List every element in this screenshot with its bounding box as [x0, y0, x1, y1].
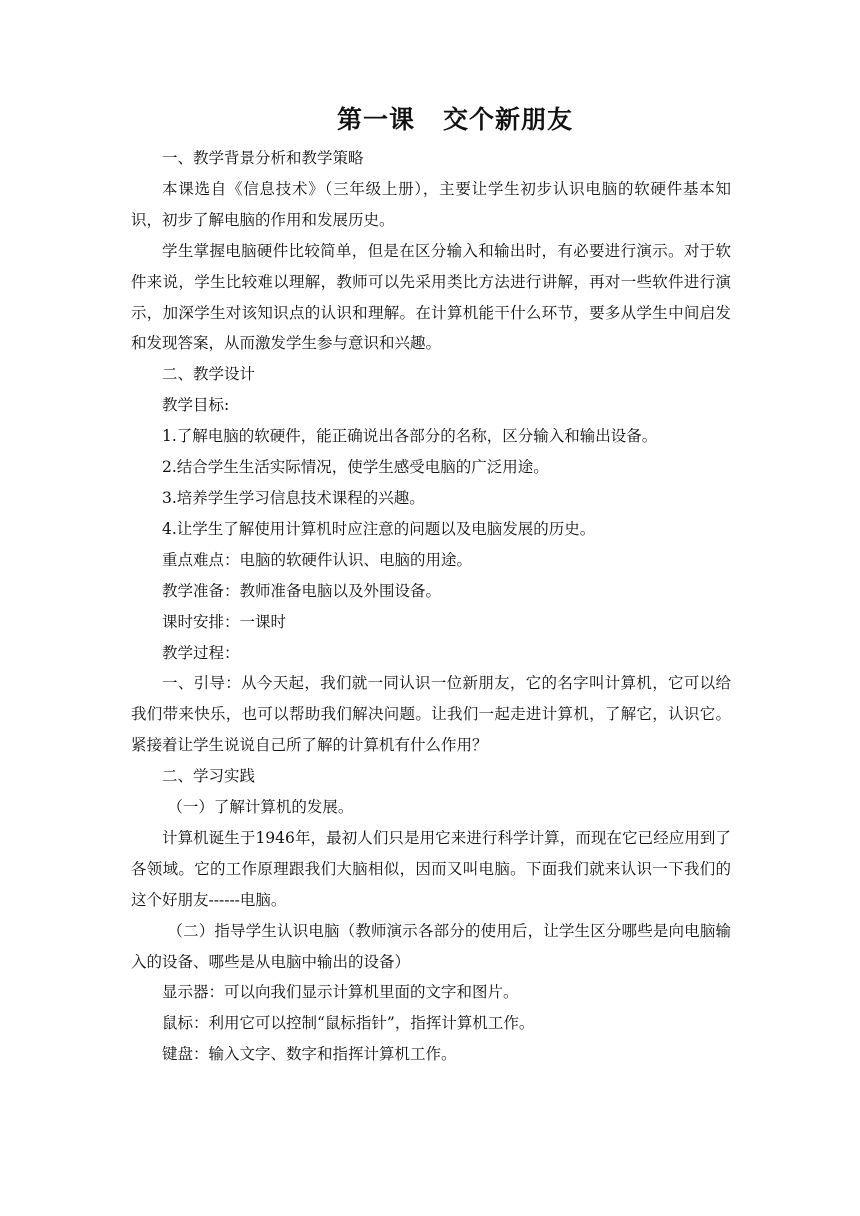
subsection-heading-2: （二）指导学生认识电脑（教师演示各部分的使用后，让学生区分哪些是向电脑输入的设备、哪些是从电脑中输出的设备） — [131, 921, 731, 971]
paragraph-teaching-strategy: 学生掌握电脑硬件比较简单，但是在区分输入和输出时，有必要进行演示。对于软件来说，学生比较难以理解，教师可以先采用类比方法进行讲解，再对一些软件进行演示，加深学生对该知识点的认识和理解。在计算机能干什么环节，要多从学生中间启发和发现答案，从而激发学生参与意识和兴趣。 — [131, 241, 731, 353]
item-mouse: 鼠标：利用它可以控制“鼠标指针”，指挥计算机工作。 — [162, 1014, 535, 1033]
lesson-title — [0, 102, 860, 138]
class-schedule: 课时安排：一课时 — [162, 612, 287, 631]
paragraph-course-source: 本课选自《信息技术》（三年级上册），主要让学生初步认识电脑的软硬件基本知识，初步了解电脑的作用和发展历史。 — [131, 179, 731, 229]
label-objectives: 教学目标: — [162, 396, 230, 415]
objective-item-4: 4.让学生了解使用计算机时应注意的问题以及电脑发展的历史。 — [162, 519, 596, 538]
section-heading-practice: 二、学习实践 — [162, 767, 256, 786]
paragraph-computer-history: 计算机诞生于1946年，最初人们只是用它来进行科学计算，而现在它已经应用到了各领域。它的工作原理跟我们大脑相似，因而又叫电脑。下面我们就来认识一下我们的这个好朋友------电脑。 — [131, 828, 731, 909]
objective-item-1: 1.了解电脑的软硬件，能正确说出各部分的名称，区分输入和输出设备。 — [162, 427, 658, 446]
subsection-heading-1: （一）了解计算机的发展。 — [167, 798, 354, 817]
teaching-preparation: 教学准备：教师准备电脑以及外围设备。 — [162, 581, 442, 600]
lesson-number: 第一课 — [336, 105, 415, 134]
section-heading-background: 一、教学背景分析和教学策略 — [162, 149, 364, 167]
item-monitor: 显示器：可以向我们显示计算机里面的文字和图片。 — [162, 983, 519, 1002]
item-keyboard: 键盘：输入文字、数字和指挥计算机工作。 — [162, 1045, 457, 1064]
key-points: 重点难点：电脑的软硬件认识、电脑的用途。 — [162, 550, 473, 569]
lesson-name: 交个新朋友 — [443, 105, 574, 134]
section-heading-design: 二、教学设计 — [162, 365, 256, 384]
document-body — [131, 143, 731, 1070]
paragraph-introduction: 一、引导：从今天起，我们就一同认识一位新朋友，它的名字叫计算机，它可以给我们带来快乐，也可以帮助我们解决问题。让我们一起走进计算机，了解它，认识它。紧接着让学生说说自己所了解的计算机有什么作用？ — [131, 674, 731, 755]
objective-item-2: 2.结合学生生活实际情况，使学生感受电脑的广泛用途。 — [162, 458, 549, 477]
objective-item-3: 3.培养学生学习信息技术课程的兴趣。 — [162, 488, 425, 507]
label-process: 教学过程： — [162, 643, 240, 662]
